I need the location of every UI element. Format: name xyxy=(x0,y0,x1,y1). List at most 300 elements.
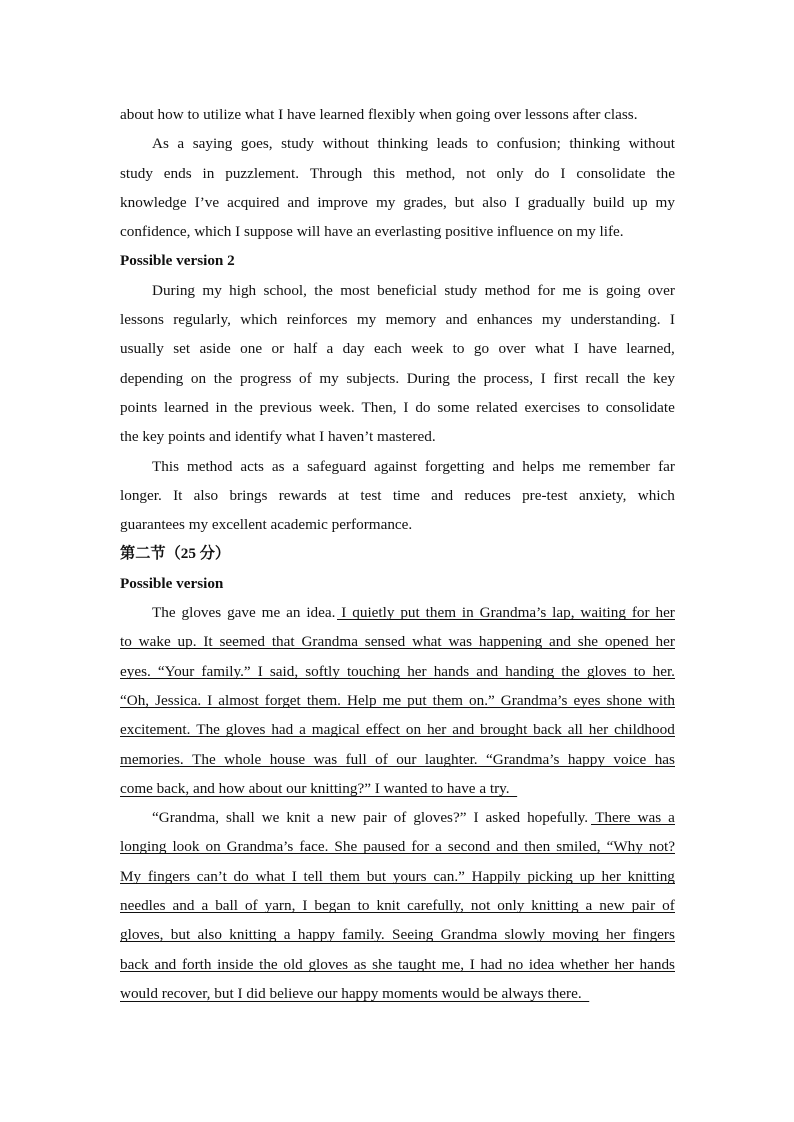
word: I xyxy=(207,691,213,709)
word: that xyxy=(271,633,295,651)
word: saying xyxy=(192,135,233,153)
word: half xyxy=(293,340,318,358)
word: The xyxy=(152,604,176,622)
word: was xyxy=(313,750,338,768)
word: “Your xyxy=(157,662,195,680)
word: can.” xyxy=(433,867,465,885)
word: all xyxy=(567,721,583,739)
word: forgetting xyxy=(424,457,485,475)
word: leads xyxy=(436,135,468,153)
word: tell xyxy=(303,867,323,885)
word: we xyxy=(261,809,280,827)
word: is xyxy=(588,281,599,299)
text-line xyxy=(120,100,675,129)
word: an xyxy=(286,604,301,622)
word: new xyxy=(330,809,357,827)
word: the xyxy=(213,369,233,387)
text-line xyxy=(120,715,675,744)
text-line xyxy=(120,422,675,451)
word: them xyxy=(432,691,463,709)
word: longer. xyxy=(120,486,162,504)
word: back xyxy=(120,955,149,973)
word: I xyxy=(403,398,409,416)
text-line xyxy=(120,891,675,920)
word: also xyxy=(193,486,219,504)
word: I xyxy=(302,897,308,915)
text-line xyxy=(120,481,675,510)
word: laughter. xyxy=(424,750,478,768)
word: remember xyxy=(588,457,651,475)
word: test xyxy=(360,486,382,504)
word: most xyxy=(340,281,370,299)
word: I xyxy=(473,809,479,827)
word: depending xyxy=(120,369,184,387)
word: excitement. xyxy=(120,721,191,739)
word: old xyxy=(283,955,303,973)
text-run: Possible version 2 xyxy=(120,252,235,270)
word: yours xyxy=(392,867,427,885)
para-utilize-lessons xyxy=(120,100,675,129)
word: happy xyxy=(297,926,335,944)
word: I xyxy=(560,164,566,182)
word: do xyxy=(415,398,431,416)
word: knowledge xyxy=(120,193,187,211)
word: to xyxy=(120,633,132,651)
word: and xyxy=(496,838,519,856)
word: rewards xyxy=(278,486,327,504)
word: wake xyxy=(138,633,171,651)
text-line xyxy=(120,393,675,422)
word: Help xyxy=(347,691,377,709)
text-line xyxy=(120,745,675,774)
word: knitting xyxy=(229,926,277,944)
word: touching xyxy=(346,662,401,680)
text-line xyxy=(120,188,675,217)
word: her xyxy=(588,721,609,739)
word: a xyxy=(326,340,334,358)
word: said, xyxy=(269,662,299,680)
word: acts xyxy=(240,457,264,475)
word: sensed xyxy=(364,633,406,651)
word: quietly xyxy=(352,604,395,622)
text-line xyxy=(120,510,675,539)
word: on xyxy=(190,369,207,387)
heading-line xyxy=(120,569,675,598)
word: She xyxy=(334,838,358,856)
text-line xyxy=(120,159,675,188)
word: process, xyxy=(483,369,534,387)
word: Jessica. xyxy=(155,691,202,709)
word: not? xyxy=(648,838,675,856)
word: for xyxy=(537,281,556,299)
word: usually xyxy=(120,340,164,358)
word: eyes xyxy=(573,691,601,709)
word: her xyxy=(655,633,675,651)
word: forth xyxy=(181,955,212,973)
word: fingers xyxy=(632,926,675,944)
text-line xyxy=(120,129,675,158)
word: Seeing xyxy=(392,926,434,944)
word: do xyxy=(534,164,550,182)
word: happy xyxy=(567,750,605,768)
word: family.” xyxy=(201,662,251,680)
word: some xyxy=(437,398,470,416)
word: the xyxy=(561,662,580,680)
word: to xyxy=(357,897,370,915)
text-line xyxy=(120,627,675,656)
word: at xyxy=(338,486,350,504)
word: method, xyxy=(405,164,456,182)
word: enhances xyxy=(476,311,533,329)
word: against xyxy=(373,457,418,475)
text-run: confidence, which I suppose will have an everlasting positive influence on my life. xyxy=(120,223,624,241)
underlined-text: would recover, but I did believe our happy moments would be always there. xyxy=(120,984,590,1002)
word: recall xyxy=(585,369,620,387)
word: of xyxy=(662,897,675,915)
word: “Oh, xyxy=(120,691,150,709)
word: time xyxy=(392,486,420,504)
word: hands xyxy=(639,955,675,973)
word: my xyxy=(655,193,675,211)
word: set xyxy=(173,340,191,358)
word: idea. xyxy=(306,604,336,622)
word: the xyxy=(259,955,278,973)
word: handing xyxy=(505,662,555,680)
word: my xyxy=(319,369,339,387)
para-during-high-school xyxy=(120,276,675,452)
word: the xyxy=(234,398,253,416)
word: consolidate xyxy=(576,164,646,182)
word: idea xyxy=(528,955,555,973)
word: the xyxy=(314,281,333,299)
word: There xyxy=(595,809,631,827)
text-line xyxy=(120,657,675,686)
word: knitting xyxy=(627,867,675,885)
word: to xyxy=(633,662,646,680)
word: our xyxy=(396,750,417,768)
word: not xyxy=(466,164,486,182)
word: carefully, xyxy=(407,897,464,915)
word: on.” xyxy=(469,691,495,709)
word: going xyxy=(605,281,641,299)
word: I xyxy=(573,340,579,358)
word: not xyxy=(470,897,491,915)
word: have xyxy=(588,340,617,358)
word: progress xyxy=(239,369,292,387)
word: As xyxy=(152,135,169,153)
word: I xyxy=(291,867,297,885)
word: and xyxy=(287,193,310,211)
word: has xyxy=(654,750,675,768)
text-line xyxy=(120,803,675,832)
word: understanding. xyxy=(570,311,661,329)
word: her xyxy=(426,721,447,739)
word: a xyxy=(292,457,300,475)
word: without xyxy=(628,135,675,153)
word: forget xyxy=(264,691,301,709)
word: also xyxy=(197,926,222,944)
word: them xyxy=(329,867,360,885)
word: pair xyxy=(363,809,387,827)
word: and xyxy=(431,486,454,504)
word: ball xyxy=(215,897,238,915)
word: me xyxy=(562,281,582,299)
word: gloves?” xyxy=(413,809,467,827)
word: reinforces xyxy=(286,311,348,329)
word: my xyxy=(375,193,396,211)
word: what xyxy=(255,867,285,885)
text-line xyxy=(120,598,675,627)
word: week xyxy=(411,340,444,358)
word: anxiety, xyxy=(578,486,627,504)
word: points xyxy=(120,398,158,416)
word: with xyxy=(647,691,675,709)
para-safeguard xyxy=(120,452,675,540)
word: magical xyxy=(311,721,360,739)
word: The xyxy=(192,750,216,768)
word: and xyxy=(154,955,177,973)
document-page xyxy=(120,100,675,1008)
word: a xyxy=(299,721,306,739)
word: a xyxy=(177,135,185,153)
text-run: the key points and identify what I haven’t mastered. xyxy=(120,428,436,446)
word: but xyxy=(170,926,191,944)
text-run: 第二节（25 分） xyxy=(120,545,231,563)
word: the xyxy=(457,369,477,387)
word: During xyxy=(406,369,450,387)
text-line xyxy=(120,862,675,891)
word: and xyxy=(445,311,468,329)
word: day xyxy=(342,340,365,358)
word: lap, xyxy=(552,604,575,622)
word: shone xyxy=(606,691,642,709)
word: During xyxy=(152,281,196,299)
word: was xyxy=(637,809,662,827)
word: brings xyxy=(229,486,268,504)
word: beneficial xyxy=(377,281,437,299)
word: picking xyxy=(527,867,573,885)
word: up xyxy=(632,193,648,211)
word: in xyxy=(215,398,228,416)
word: put xyxy=(400,604,420,622)
word: as xyxy=(353,955,367,973)
word: confusion; xyxy=(496,135,561,153)
word: high xyxy=(229,281,257,299)
word: one xyxy=(240,340,263,358)
word: to xyxy=(452,340,465,358)
word: I xyxy=(540,369,546,387)
word: and xyxy=(492,457,515,475)
word: gloves, xyxy=(120,926,164,944)
word: which xyxy=(637,486,675,504)
text-line xyxy=(120,217,675,246)
text-line xyxy=(120,832,675,861)
word: do xyxy=(233,867,249,885)
word: fingers xyxy=(147,867,191,885)
word: in xyxy=(461,604,474,622)
word: puzzlement. xyxy=(225,164,300,182)
word: reduces xyxy=(464,486,511,504)
word: I xyxy=(669,311,675,329)
word: then xyxy=(524,838,551,856)
word: consolidate xyxy=(605,398,675,416)
heading-section-two xyxy=(120,539,675,568)
word: she xyxy=(372,955,393,973)
word: key xyxy=(653,369,675,387)
word: I’ve xyxy=(194,193,220,211)
word: memory xyxy=(385,311,437,329)
word: face. xyxy=(299,838,329,856)
word: I xyxy=(514,193,520,211)
word: look xyxy=(172,838,200,856)
word: longing xyxy=(120,838,167,856)
word: Happily xyxy=(471,867,521,885)
word: my xyxy=(541,311,562,329)
word: second xyxy=(447,838,491,856)
word: acquired xyxy=(227,193,280,211)
word: can’t xyxy=(196,867,227,885)
word: them. xyxy=(306,691,341,709)
word: gloves xyxy=(225,721,266,739)
word: study xyxy=(281,135,314,153)
word: moving xyxy=(552,926,599,944)
word: what xyxy=(412,633,442,651)
word: childhood xyxy=(614,721,675,739)
heading-possible-version xyxy=(120,569,675,598)
word: her xyxy=(655,604,675,622)
text-line xyxy=(120,979,675,1008)
para-knit-new-gloves xyxy=(120,803,675,1008)
word: and xyxy=(452,721,475,739)
word: asked xyxy=(485,809,521,827)
word: “Grandma, xyxy=(152,809,220,827)
word: over xyxy=(498,340,526,358)
word: shall xyxy=(226,809,255,827)
word: to xyxy=(587,398,599,416)
word: whether xyxy=(559,955,609,973)
word: yarn, xyxy=(264,897,296,915)
word: thinking xyxy=(377,135,429,153)
word: regularly, xyxy=(173,311,231,329)
underlined-text: come back, and how about our knitting?” I wanted to have a try. xyxy=(120,779,518,797)
word: exercises xyxy=(524,398,581,416)
text-line xyxy=(120,276,675,305)
word: This xyxy=(152,457,180,475)
word: almost xyxy=(218,691,259,709)
word: “Why xyxy=(606,838,643,856)
word: brought xyxy=(480,721,528,739)
word: effect xyxy=(365,721,401,739)
word: her xyxy=(614,955,634,973)
word: a xyxy=(201,897,209,915)
word: The xyxy=(196,721,220,739)
word: family. xyxy=(342,926,385,944)
word: grades, xyxy=(403,193,447,211)
word: gave xyxy=(227,604,256,622)
word: me xyxy=(562,457,581,475)
text-run: guarantees my excellent academic performance. xyxy=(120,516,413,534)
word: which xyxy=(240,311,278,329)
word: had xyxy=(271,721,294,739)
word: I xyxy=(341,604,347,622)
word: happening xyxy=(478,633,543,651)
word: aside xyxy=(199,340,231,358)
word: Grandma’s xyxy=(500,691,568,709)
word: to xyxy=(476,135,489,153)
word: taught xyxy=(398,955,436,973)
word: me xyxy=(261,604,281,622)
word: ends xyxy=(163,164,192,182)
heading-line xyxy=(120,246,675,275)
text-line xyxy=(120,452,675,481)
word: safeguard xyxy=(307,457,367,475)
word: seemed xyxy=(219,633,265,651)
word: this xyxy=(373,164,396,182)
word: study xyxy=(444,281,478,299)
word: lessons xyxy=(120,311,164,329)
word: what xyxy=(534,340,565,358)
word: of xyxy=(375,750,388,768)
word: put xyxy=(407,691,427,709)
text-line xyxy=(120,686,675,715)
word: It xyxy=(173,486,183,504)
word: of xyxy=(299,369,312,387)
word: the xyxy=(656,164,675,182)
word: previous xyxy=(259,398,312,416)
word: my xyxy=(202,281,222,299)
word: opened xyxy=(604,633,649,651)
para-saying-goes xyxy=(120,129,675,246)
word: Grandma’s xyxy=(479,604,547,622)
word: only xyxy=(497,897,525,915)
word: first xyxy=(553,369,578,387)
text-line xyxy=(120,950,675,979)
word: she xyxy=(577,633,599,651)
word: smiled, xyxy=(556,838,601,856)
word: far xyxy=(658,457,675,475)
word: goes, xyxy=(240,135,273,153)
word: pre-test xyxy=(522,486,568,504)
word: also xyxy=(482,193,507,211)
word: began xyxy=(314,897,351,915)
word: build xyxy=(593,193,625,211)
word: improve xyxy=(317,193,368,211)
word: eyes. xyxy=(120,662,151,680)
word: related xyxy=(476,398,518,416)
word: It xyxy=(203,633,213,651)
word: my xyxy=(356,311,377,329)
word: up. xyxy=(177,633,197,651)
heading-line xyxy=(120,539,675,568)
word: method xyxy=(186,457,233,475)
word: was xyxy=(448,633,473,651)
word: house xyxy=(269,750,306,768)
word: as xyxy=(271,457,285,475)
word: or xyxy=(271,340,285,358)
word: her. xyxy=(652,662,675,680)
word: only xyxy=(496,164,524,182)
word: for xyxy=(411,838,430,856)
text-line xyxy=(120,774,675,803)
word: them xyxy=(425,604,457,622)
word: slowly xyxy=(504,926,545,944)
word: voice xyxy=(613,750,647,768)
word: waiting xyxy=(580,604,626,622)
word: her xyxy=(606,926,626,944)
word: me xyxy=(382,691,402,709)
word: learned, xyxy=(626,340,675,358)
word: and xyxy=(476,662,499,680)
